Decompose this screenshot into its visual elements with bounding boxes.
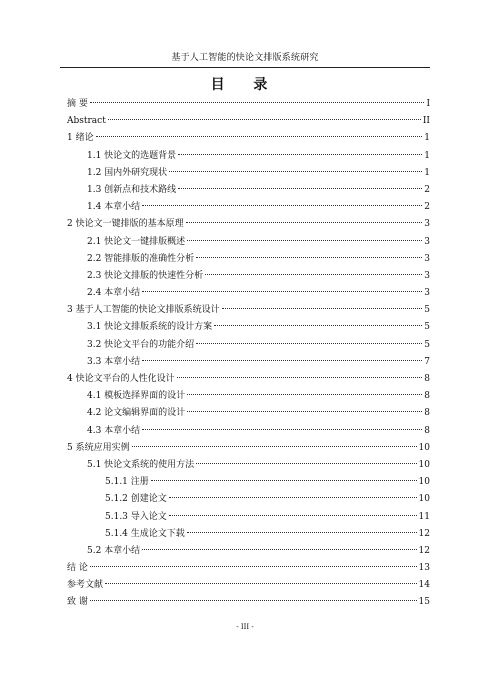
toc-dot-leader bbox=[151, 480, 417, 481]
toc-dot-leader bbox=[96, 136, 423, 137]
toc-entry-page: 8 bbox=[424, 391, 430, 402]
toc-entry[interactable] bbox=[67, 216, 430, 233]
toc-entry-label: 1.2 国内外研究现状 bbox=[87, 167, 168, 178]
toc-dot-leader bbox=[187, 532, 417, 533]
toc-entry-label: 3 基于人工智能的快论文排版系统设计 bbox=[67, 305, 220, 316]
toc-entry-page: 1 bbox=[424, 133, 430, 144]
toc-entry[interactable] bbox=[67, 268, 430, 285]
toc-title: 目 录 bbox=[210, 77, 280, 93]
toc-dot-leader bbox=[169, 515, 417, 516]
toc-entry-label: 4.3 本章小结 bbox=[87, 425, 141, 436]
toc-entry-label: 4.1 模板选择界面的设计 bbox=[87, 391, 186, 402]
toc-entry-label: 2.1 快论文一键排版概述 bbox=[87, 236, 186, 247]
toc-dot-leader bbox=[196, 343, 422, 344]
toc-entry-label: 致 谢 bbox=[67, 597, 88, 608]
toc-dot-leader bbox=[142, 291, 422, 292]
toc-dot-leader bbox=[90, 566, 417, 567]
toc-entry-label: 结 论 bbox=[67, 563, 88, 574]
toc-entry-page: 3 bbox=[424, 270, 430, 281]
toc-dot-leader bbox=[196, 463, 416, 464]
toc-dot-leader bbox=[187, 394, 422, 395]
toc-entry-label: 1.4 本章小结 bbox=[87, 202, 141, 213]
toc-dot-leader bbox=[142, 205, 422, 206]
toc-dot-leader bbox=[169, 171, 422, 172]
toc-entry-page: 10 bbox=[418, 494, 430, 505]
toc-entry[interactable] bbox=[67, 457, 430, 474]
header-rule bbox=[60, 67, 430, 68]
toc-dot-leader bbox=[222, 308, 423, 309]
toc-entry-page: 8 bbox=[424, 425, 430, 436]
toc-entry-label: 5.2 本章小结 bbox=[87, 545, 141, 556]
toc-entry[interactable] bbox=[67, 234, 430, 251]
toc-entry[interactable] bbox=[67, 440, 430, 457]
toc-dot-leader bbox=[187, 240, 422, 241]
toc-dot-leader bbox=[108, 119, 421, 120]
toc-entry-label: 参考文献 bbox=[67, 580, 104, 591]
toc-entry-label: 5.1.3 导入论文 bbox=[105, 511, 167, 522]
toc-entry-label: 3.3 本章小结 bbox=[87, 356, 141, 367]
toc-entry-page: 12 bbox=[418, 545, 430, 556]
toc-entry[interactable] bbox=[67, 199, 430, 216]
toc-entry[interactable] bbox=[67, 405, 430, 422]
toc-entry[interactable] bbox=[67, 543, 430, 560]
toc-entry-label: 4.2 论文编辑界面的设计 bbox=[87, 408, 186, 419]
toc-entry[interactable] bbox=[67, 474, 430, 491]
toc-entry[interactable] bbox=[67, 165, 430, 182]
toc-entry-page: 5 bbox=[424, 322, 430, 333]
toc-entry[interactable] bbox=[67, 285, 430, 302]
toc-dot-leader bbox=[178, 154, 422, 155]
toc-dot-leader bbox=[214, 325, 422, 326]
toc-entry-label: 2 快论文一键排版的基本原理 bbox=[67, 219, 184, 230]
toc-entry[interactable] bbox=[67, 371, 430, 388]
toc-entry-label: 2.3 快论文排版的快速性分析 bbox=[87, 270, 204, 281]
toc-dot-leader bbox=[177, 377, 423, 378]
toc-entry-page: II bbox=[422, 116, 430, 127]
toc-entry-page: 2 bbox=[424, 202, 430, 213]
running-header: 基于人工智能的快论文排版系统研究 bbox=[171, 53, 319, 63]
toc-dot-leader bbox=[186, 222, 423, 223]
toc-entry[interactable] bbox=[67, 526, 430, 543]
toc-entry[interactable] bbox=[67, 491, 430, 508]
toc-entry-page: 2 bbox=[424, 184, 430, 195]
toc-entry-page: 12 bbox=[418, 528, 430, 539]
toc-entry[interactable] bbox=[67, 577, 430, 594]
toc-entry[interactable] bbox=[67, 319, 430, 336]
toc-entry[interactable] bbox=[67, 388, 430, 405]
toc-entry-page: 10 bbox=[418, 477, 430, 488]
toc-entry[interactable] bbox=[67, 354, 430, 371]
toc-dot-leader bbox=[142, 360, 422, 361]
toc-entry-page: 13 bbox=[418, 563, 430, 574]
toc-dot-leader bbox=[105, 583, 417, 584]
toc-entry-page: 8 bbox=[424, 374, 430, 384]
toc-entry-page: 3 bbox=[424, 236, 430, 247]
toc-entry-page: 15 bbox=[418, 597, 430, 608]
toc-entry-page: 10 bbox=[418, 442, 430, 453]
toc-entry-page: 5 bbox=[424, 305, 430, 316]
toc-entry-page: 3 bbox=[424, 288, 430, 299]
toc-entry-label: 2.4 本章小结 bbox=[87, 288, 141, 299]
toc-entry-page: 10 bbox=[418, 459, 430, 470]
toc-entry-page: 7 bbox=[424, 356, 430, 367]
toc-dot-leader bbox=[90, 600, 417, 601]
toc-entry-label: 5.1.4 生成论文下载 bbox=[105, 528, 185, 539]
toc-entry-label: 摘 要 bbox=[67, 99, 88, 109]
toc-dot-leader bbox=[178, 188, 422, 189]
toc-entry-label: 2.2 智能排版的准确性分析 bbox=[87, 253, 195, 264]
toc-entry[interactable] bbox=[67, 423, 430, 440]
toc-entry-page: 5 bbox=[424, 339, 430, 350]
toc-entry-page: 1 bbox=[424, 150, 430, 161]
toc-entry-label: 5.1 快论文系统的使用方法 bbox=[87, 459, 195, 470]
toc-entry-label: Abstract bbox=[67, 116, 106, 127]
toc-entry-label: 5 系统应用实例 bbox=[67, 442, 130, 453]
toc-entry-page: I bbox=[426, 99, 430, 109]
toc-dot-leader bbox=[90, 102, 425, 103]
toc-dot-leader bbox=[142, 429, 422, 430]
toc-dot-leader bbox=[142, 549, 416, 550]
toc-entry[interactable] bbox=[67, 509, 430, 526]
toc-entry-label: 1.1 快论文的选题背景 bbox=[87, 150, 177, 161]
toc-entry-page: 1 bbox=[424, 167, 430, 178]
table-of-contents bbox=[67, 96, 430, 612]
toc-dot-leader bbox=[169, 497, 417, 498]
toc-dot-leader bbox=[132, 446, 417, 447]
toc-dot-leader bbox=[196, 257, 422, 258]
toc-entry[interactable] bbox=[67, 302, 430, 319]
toc-entry[interactable] bbox=[67, 337, 430, 354]
toc-entry[interactable] bbox=[67, 130, 430, 147]
toc-entry[interactable] bbox=[67, 113, 430, 130]
toc-entry-page: 3 bbox=[424, 219, 430, 230]
toc-entry-label: 5.1.1 注册 bbox=[105, 477, 149, 488]
toc-entry[interactable] bbox=[67, 560, 430, 577]
toc-entry-label: 4 快论文平台的人性化设计 bbox=[67, 374, 175, 384]
toc-entry[interactable] bbox=[67, 594, 430, 611]
toc-entry[interactable] bbox=[67, 251, 430, 268]
toc-entry[interactable] bbox=[67, 182, 430, 199]
toc-entry-page: 14 bbox=[418, 580, 430, 591]
toc-entry-label: 1.3 创新点和技术路线 bbox=[87, 184, 177, 195]
toc-entry-label: 1 绪论 bbox=[67, 133, 94, 144]
toc-dot-leader bbox=[187, 411, 422, 412]
toc-entry[interactable] bbox=[67, 148, 430, 165]
toc-entry[interactable] bbox=[67, 96, 430, 113]
toc-entry-page: 3 bbox=[424, 253, 430, 264]
toc-entry-page: 11 bbox=[418, 511, 430, 522]
toc-dot-leader bbox=[205, 274, 422, 275]
page-number: - III - bbox=[236, 623, 254, 631]
toc-entry-label: 3.2 快论文平台的功能介绍 bbox=[87, 339, 195, 350]
toc-entry-label: 3.1 快论文排版系统的设计方案 bbox=[87, 322, 213, 333]
toc-entry-page: 8 bbox=[424, 408, 430, 419]
toc-entry-label: 5.1.2 创建论文 bbox=[105, 494, 167, 505]
